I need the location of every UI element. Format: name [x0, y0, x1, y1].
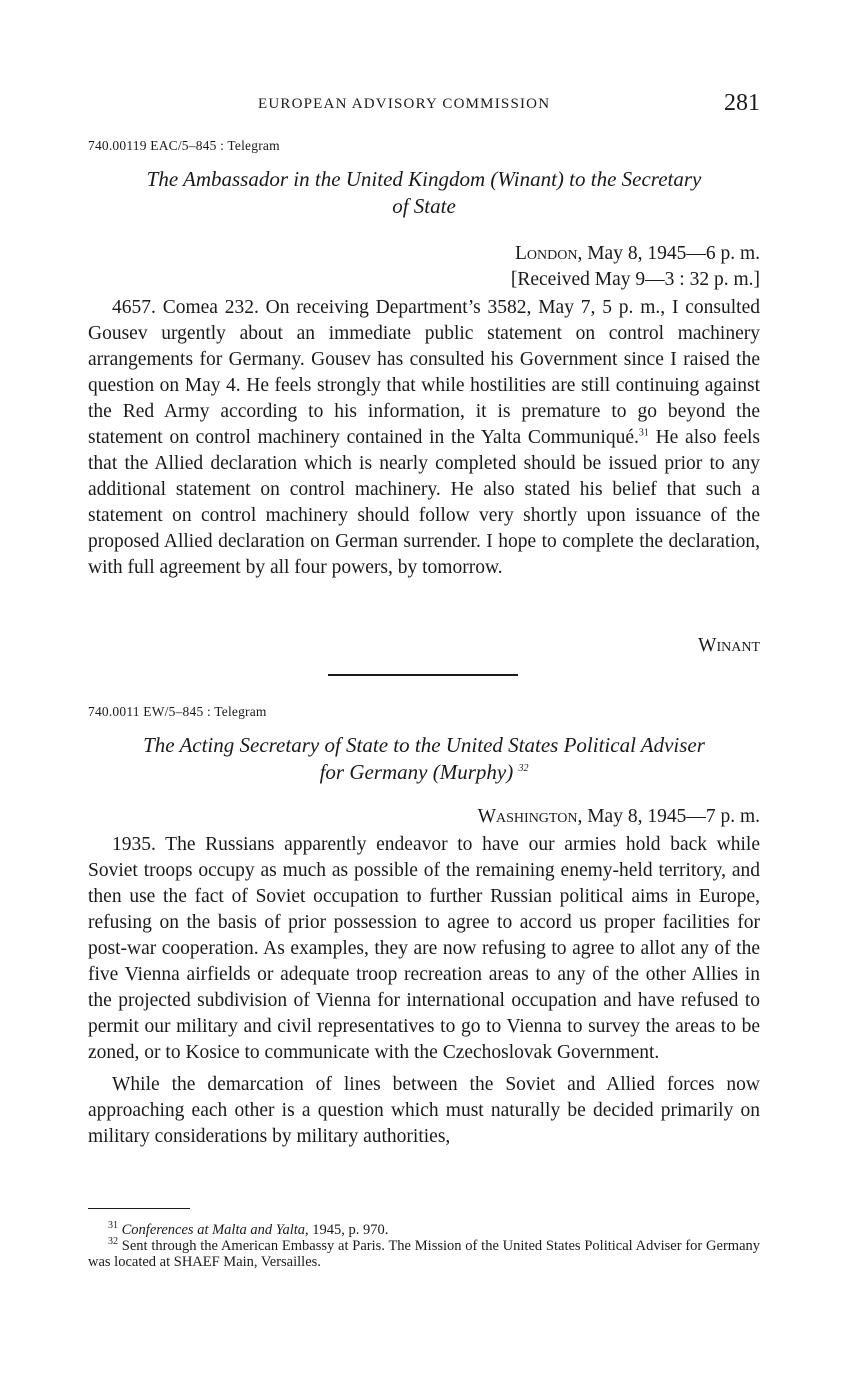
document-body-1 — [88, 295, 760, 581]
body-paragraph — [88, 295, 760, 581]
dateline-1-place: London — [514, 243, 578, 264]
signature-1: Winant — [698, 635, 760, 656]
document-title-2-line2: for Germany (Murphy) — [319, 760, 514, 784]
body-paragraph: While the demarcation of lines between the Soviet and Allied forces now approaching each other is a question which must naturally be decided primarily on military considerations by military authorities, — [88, 1074, 760, 1147]
document-body-2 — [88, 832, 760, 1150]
dateline-2-date: , May 8, 1945—7 p. m. — [577, 806, 760, 827]
section-divider — [328, 674, 518, 676]
footnote-reference[interactable]: 31 — [638, 427, 649, 439]
footnote-reference[interactable]: 32 — [518, 763, 529, 774]
dateline-2-place-date — [478, 804, 760, 830]
dateline-1 — [511, 241, 760, 293]
running-title: EUROPEAN ADVISORY COMMISSION — [258, 96, 551, 112]
running-head — [88, 92, 760, 120]
dateline-1-place-date — [511, 241, 760, 267]
document-title-1-line1: The Ambassador in the United Kingdom (Winant) to the Secretary — [146, 167, 702, 191]
footnote-31 — [88, 1222, 760, 1238]
body-paragraph-text: 4657. Comea 232. On receiving Department’s 3582, May 7, 5 p. m., I consulted Gousev urgently about an immediate public statement on control machinery arrangements for Germany. Gousev has consulted his Government since I raised the question on May 4. He feels strongly that while hostilities are still continuing against the Red Army according to his information, it is premature to go beyond the statement on control machinery contained in the Yalta Communiqué. — [88, 297, 760, 448]
dateline-2 — [478, 804, 760, 830]
footnote-rule — [88, 1208, 190, 1209]
document-title-2-line2-wrap — [88, 759, 760, 786]
footnote-text: Sent through the American Embassy at Paris. The Mission of the United States Political Adviser for Germany was located at SHAEF Main, Versailles. — [88, 1238, 760, 1270]
footnote-citation-title: Conferences at Malta and Yalta — [121, 1222, 306, 1238]
footnote-32 — [88, 1238, 760, 1270]
body-paragraph: 1935. The Russians apparently endeavor to have our armies hold back while Soviet troops occupy as much as possible of the remaining enemy-held territory, and then use the fact of Soviet occupation to further Russian political aims in Europe, refusing on the basis of prior possession to agree to accord us proper facilities for post-war cooperation. As examples, they are now refusing to agree to allot any of the five Vienna airfields or adequate troop recreation areas to any of the other Allies in the projected subdivision of Vienna for international occupation and have refused to permit our military and civil representatives to go to Vienna to survey the areas to be zoned, or to Kosice to communicate with the Czechoslovak Government. — [88, 834, 760, 1063]
file-reference-1: 740.00119 EAC/5–845 : Telegram — [88, 138, 280, 153]
document-title-1-line2: of State — [392, 194, 456, 218]
document-title-2 — [88, 732, 760, 786]
footnotes — [88, 1222, 760, 1270]
page-number: 281 — [724, 90, 760, 116]
file-reference-2: 740.0011 EW/5–845 : Telegram — [88, 704, 267, 719]
footnote-text: , 1945, p. 970. — [305, 1222, 389, 1238]
received-line-1: [Received May 9—3 : 32 p. m.] — [510, 269, 760, 290]
footnote-mark: 32 — [108, 1236, 118, 1248]
dateline-2-place: Washington — [477, 806, 578, 827]
document-title-1 — [88, 166, 760, 220]
document-title-2-line1: The Acting Secretary of State to the United States Political Adviser — [143, 733, 705, 757]
dateline-1-date: , May 8, 1945—6 p. m. — [577, 243, 760, 264]
footnote-mark: 31 — [108, 1220, 118, 1232]
body-paragraph-continued: He also feels that the Allied declaration which is nearly completed should be issued prior to any additional statement on control machinery. He also stated his belief that such a statement on control machinery should follow very shortly upon issuance of the proposed Allied declaration on German surrender. I hope to complete the declaration, with full agreement by all four powers, by tomorrow. — [88, 427, 760, 578]
